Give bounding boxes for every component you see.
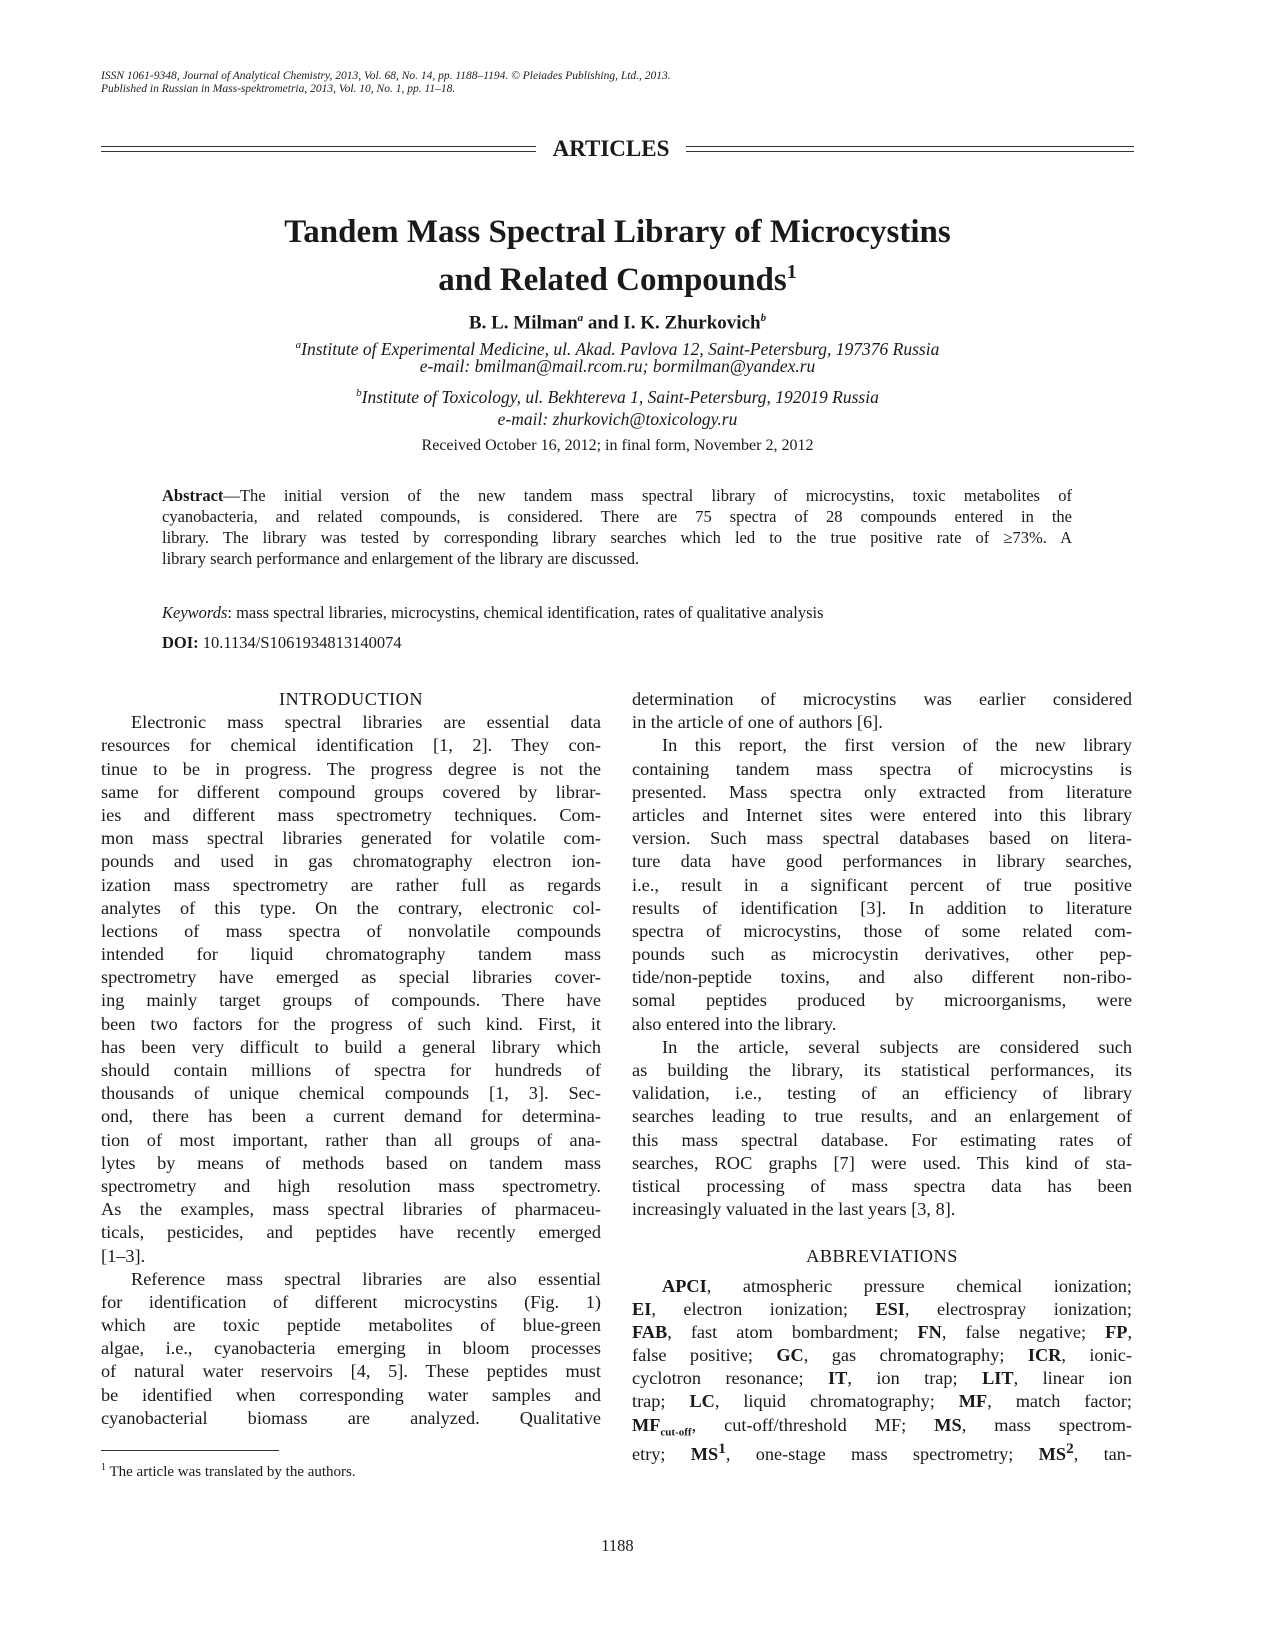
author-2: I. K. Zhurkovich (623, 312, 761, 334)
text-line: validation, i.e., testing of an efficiency of library (632, 1083, 1132, 1104)
title-line-1: Tandem Mass Spectral Library of Microcystins (284, 214, 951, 250)
text-line: spectra of microcystins, those of some related com- (632, 920, 1132, 941)
affiliation-a-email[interactable]: e-mail: bmilman@mail.rcom.ru; bormilman@yandex.ru (419, 356, 816, 376)
section-heading-introduction: INTRODUCTION (278, 689, 424, 709)
text-line: Reference mass spectral libraries are also essential (131, 1268, 601, 1289)
text-line: ond, there has been a current demand for determina- (101, 1106, 601, 1127)
abstract-label: Abstract (162, 486, 224, 505)
abstract-line: library search performance and enlargement of the library are discussed. (162, 549, 640, 568)
doi (162, 632, 1082, 653)
text-line: spectrometry and high resolution mass spectrometry. (101, 1175, 601, 1196)
journal-header (101, 70, 1101, 96)
affiliation-b: $^b$Institute of Toxicology, ul. Bekhtereva 1, Saint-Petersburg, 192019 Russia (356, 386, 879, 407)
text-line: $MF_{cut-off}$, cut-off/threshold MF; MS, mass spectrom- (632, 1414, 1132, 1439)
abstract-line: cyanobacteria, and related compounds, is considered. There are 75 spectra of 28 compounds entered in the (162, 507, 1072, 526)
text-line: [1–3]. (101, 1245, 146, 1266)
section-heading-abbreviations: ABBREVIATIONS (806, 1246, 958, 1267)
text-line: Electronic mass spectral libraries are essential data (131, 712, 601, 733)
text-line: trap; LC, liquid chromatography; MF, match factor; (632, 1391, 1132, 1412)
text-line: algae, i.e., cyanobacteria emerging in bloom processes (101, 1338, 601, 1359)
text-line: version. Such mass spectral databases based on litera- (632, 828, 1132, 849)
text-line: ticals, pesticides, and peptides have recently emerged (101, 1222, 601, 1243)
text-line: pounds and used in gas chromatography electron ion- (101, 851, 601, 872)
text-line: ing mainly target groups of compounds. There have (101, 990, 601, 1011)
text-line: In this report, the first version of the new library (662, 735, 1132, 756)
abstract-line: Abstract—The initial version of the new tandem mass spectral library of microcystins, toxic metabolites of (162, 486, 1072, 505)
text-line: searches, ROC graphs [7] were used. This kind of sta- (632, 1152, 1132, 1173)
text-line: tinue to be in progress. The progress degree is not the (101, 758, 601, 779)
footnote-divider (101, 1450, 279, 1451)
text-line: presented. Mass spectra only extracted from literature (632, 781, 1132, 802)
keywords-label: Keywords (162, 603, 228, 622)
text-line: determination of microcystins was earlier considered (632, 689, 1132, 709)
text-line: i.e., result in a significant percent of true positive (632, 874, 1132, 895)
abstract-line: library. The library was tested by corresponding library searches which led to the true positive rate of ≥73%. A (162, 528, 1072, 547)
author-1: B. L. Milman (468, 312, 578, 334)
section-tag: ARTICLES (552, 136, 670, 161)
text-line: tion of most important, rather than all groups of ana- (101, 1129, 601, 1150)
text-line: results of identification [3]. In addition to literature (632, 897, 1132, 918)
title-line-2: and Related Compounds$^1$ (438, 261, 797, 298)
text-line: spectrometry have emerged as special libraries cover- (101, 967, 601, 988)
left-column (101, 688, 601, 1430)
text-line: same for different compound groups covered by librar- (101, 781, 601, 802)
text-line: APCI, atmospheric pressure chemical ionization; (662, 1275, 1132, 1296)
affiliation-b-email[interactable]: e-mail: zhurkovich@toxicology.ru (497, 409, 738, 429)
text-line: EI, electron ionization; ESI, electrospray ionization; (632, 1298, 1132, 1319)
text-line: cyclotron resonance; IT, ion trap; LIT, linear ion (632, 1368, 1132, 1389)
text-line: ture data have good performances in library searches, (632, 851, 1132, 872)
text-line: should contain millions of spectra for hundreds of (101, 1060, 601, 1080)
header-line-2: Published in Russian in Mass-spektrometria, 2013, Vol. 10, No. 1, pp. 11–18. (101, 83, 456, 95)
page-number: 1188 (601, 1536, 634, 1555)
text-line: pounds such as microcystin derivatives, other pep- (632, 944, 1132, 965)
text-line: As the examples, mass spectral libraries of pharmaceu- (101, 1199, 601, 1220)
text-line: thousands of unique chemical compounds [1, 3]. Sec- (101, 1083, 601, 1104)
article-title (101, 212, 1134, 300)
right-column (632, 688, 1133, 1464)
text-line: tistical processing of mass spectra data has been (632, 1175, 1132, 1196)
footnote-mark: 1 (101, 1462, 106, 1473)
text-line: In the article, several subjects are considered such (662, 1036, 1132, 1057)
text-line: searches leading to true results, and an enlargement of (632, 1106, 1132, 1127)
section-banner (101, 136, 1134, 166)
text-line: lytes by means of methods based on tandem mass (101, 1152, 601, 1173)
keywords: Keywords: mass spectral libraries, microcystins, chemical identification, rates of qualitative analysis (162, 603, 824, 622)
double-rule-left (101, 146, 536, 152)
intro-paragraph-1 (101, 711, 601, 1268)
text-line: containing tandem mass spectra of microcystins is (632, 758, 1132, 779)
intro-paragraph-3 (632, 734, 1132, 1035)
abbreviations-list (632, 1275, 1133, 1464)
doi-link[interactable]: 10.1134/S1061934813140074 (198, 633, 402, 652)
text-line: as building the library, its statistical performances, its (632, 1060, 1132, 1080)
authors: B. L. Milman$^a$ and I. K. Zhurkovich$^b$ (468, 312, 767, 334)
text-line: false positive; GC, gas chromatography; ICR, ionic- (632, 1345, 1132, 1366)
text-line: mon mass spectral libraries generated for volatile com- (101, 828, 601, 849)
affiliation-a: $^a$Institute of Experimental Medicine, ul. Akad. Pavlova 12, Saint-Petersburg, 197376 Russia (295, 338, 940, 359)
text-line: resources for chemical identification [1, 2]. They con- (101, 735, 601, 756)
received-dates: Received October 16, 2012; in final form, November 2, 2012 (421, 437, 814, 454)
text-line: tide/non-peptide toxins, and also different non-ribo- (632, 967, 1132, 988)
text-line: this mass spectral database. For estimating rates of (632, 1129, 1132, 1150)
text-line: which are toxic peptide metabolites of blue-green (101, 1315, 601, 1336)
double-rule-right (686, 146, 1134, 152)
text-line: increasingly valuated in the last years [3, 8]. (632, 1199, 956, 1220)
doi-label: DOI: (162, 633, 199, 652)
text-line: in the article of one of authors [6]. (632, 712, 883, 733)
text-line: analytes of this type. On the contrary, electronic col- (101, 897, 601, 918)
header-line-1: ISSN 1061-9348, Journal of Analytical Chemistry, 2013, Vol. 68, No. 14, pp. 1188–1194. © Pleiades Publishing, Ltd., 2013. (101, 70, 671, 82)
text-line: cyanobacterial biomass are analyzed. Qualitative (101, 1407, 601, 1428)
text-line: intended for liquid chromatography tandem mass (101, 944, 601, 965)
text-line: etry; $MS^1$, one-stage mass spectrometry; $MS^2$, tan- (632, 1439, 1132, 1464)
text-line: also entered into the library. (632, 1013, 837, 1034)
text-line: articles and Internet sites were entered into this library (632, 804, 1132, 825)
abstract (162, 485, 1072, 569)
text-line: for identification of different microcystins (Fig. 1) (101, 1291, 601, 1312)
text-line: of natural water reservoirs [4, 5]. These peptides must (101, 1361, 601, 1382)
text-line: ies and different mass spectrometry techniques. Com- (101, 804, 601, 825)
title-footnote-mark[interactable]: 1 (786, 261, 797, 283)
text-line: somal peptides produced by microorganisms, were (632, 990, 1132, 1011)
intro-paragraph-continued (632, 688, 1132, 734)
text-line: been two factors for the progress of such kind. First, it (101, 1013, 601, 1034)
text-line: FAB, fast atom bombardment; FN, false negative; FP, (632, 1321, 1133, 1342)
text-line: be identified when corresponding water samples and (101, 1384, 601, 1405)
intro-paragraph-4 (632, 1036, 1132, 1222)
text-line: ization mass spectrometry are rather full as regards (101, 874, 601, 895)
footnote: $^1$ The article was translated by the authors. (101, 1462, 356, 1480)
intro-paragraph-2 (101, 1268, 601, 1430)
text-line: has been very difficult to build a general library which (101, 1036, 601, 1057)
text-line: lections of mass spectra of nonvolatile compounds (101, 920, 601, 941)
